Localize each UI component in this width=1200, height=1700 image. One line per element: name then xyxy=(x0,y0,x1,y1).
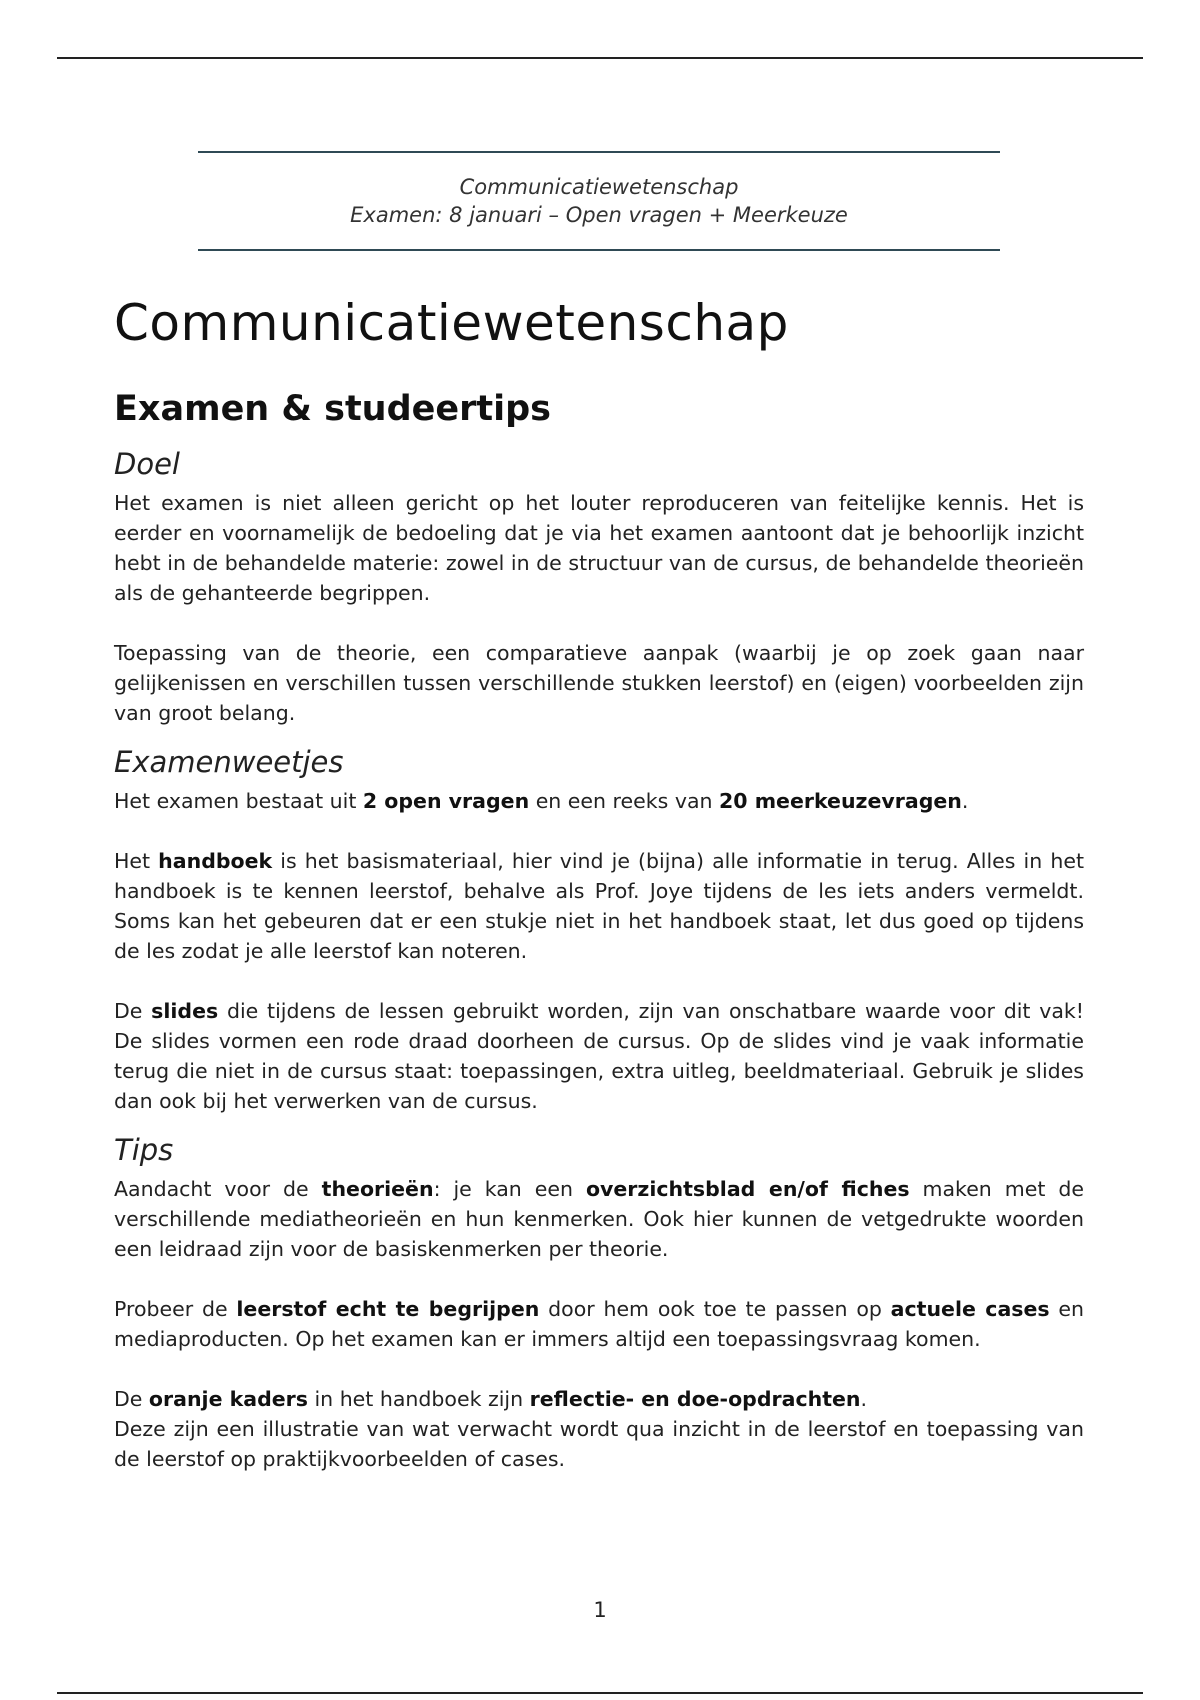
bold-text: 20 meerkeuzevragen xyxy=(719,789,962,813)
paragraph: Toepassing van de theorie, een comparatieve aanpak (waarbij je op zoek gaan naar gelijkenissen en verschillen tussen verschillende stukken leerstof) en (eigen) voorbeelden zijn van groot belang. xyxy=(114,641,1084,725)
paragraph: Aandacht voor de theorieën: je kan een overzichtsblad en/of fiches maken met de verschillende mediatheorieën en hun kenmerken. Ook hier kunnen de vetgedrukte woorden een leidraad zijn voor de basiskenmerken per theorie. xyxy=(114,1177,1084,1261)
top-rule xyxy=(57,57,1143,59)
paragraph: Deze zijn een illustratie van wat verwacht wordt qua inzicht in de leerstof en toepassing van de leerstof op praktijkvoorbeelden of cases. xyxy=(114,1417,1084,1471)
bold-text: theorieën xyxy=(321,1177,434,1201)
subheading-examenweetjes: Examenweetjes xyxy=(114,745,344,779)
paragraph: Het handboek is het basismateriaal, hier vind je (bijna) alle informatie in terug. Alles in het handboek is te kennen leerstof, behalve als Prof. Joye tijdens de les iets anders vermeldt. Soms kan het gebeuren dat er een stukje niet in het handboek staat, let dus goed op tijdens de les zodat je alle leerstof kan noteren. xyxy=(114,849,1084,963)
bold-text: slides xyxy=(151,999,219,1023)
header-course: Communicatiewetenschap xyxy=(459,175,739,199)
bold-text: 2 open vragen xyxy=(362,789,530,813)
bold-text: leerstof echt te begrijpen xyxy=(236,1297,540,1321)
paragraph: De oranje kaders in het handboek zijn reflectie- en doe-opdrachten. xyxy=(114,1387,868,1411)
subheading-doel: Doel xyxy=(114,447,180,481)
document-title: Communicatiewetenschap xyxy=(114,294,789,352)
running-header xyxy=(198,151,1000,251)
section-heading: Examen & studeertips xyxy=(114,389,552,429)
paragraph: Het examen is niet alleen gericht op het louter reproduceren van feitelijke kennis. Het is eerder en voornamelijk de bedoeling dat je via het examen aantoont dat je behoorlijk inzicht hebt in de behandelde materie: zowel in de structuur van de cursus, de behandelde theorieën als de gehanteerde begrippen. xyxy=(114,491,1084,605)
subheading-tips: Tips xyxy=(114,1133,174,1167)
bottom-rule xyxy=(57,1692,1143,1694)
header-exam-info: Examen: 8 januari – Open vragen + Meerkeuze xyxy=(350,203,848,227)
paragraph: De slides die tijdens de lessen gebruikt worden, zijn van onschatbare waarde voor dit vak! De slides vormen een rode draad doorheen de cursus. Op de slides vind je vaak informatie terug die niet in de cursus staat: toepassingen, extra uitleg, beeldmateriaal. Gebruik je slides dan ook bij het verwerken van de cursus. xyxy=(114,999,1084,1113)
document-body xyxy=(114,288,1084,1478)
bold-text: overzichtsblad en/of fiches xyxy=(585,1177,910,1201)
bold-text: handboek xyxy=(158,849,273,873)
bold-text: reflectie- en doe-opdrachten xyxy=(529,1387,861,1411)
paragraph: Probeer de leerstof echt te begrijpen door hem ook toe te passen op actuele cases en mediaproducten. Op het examen kan er immers altijd een toepassingsvraag komen. xyxy=(114,1297,1084,1351)
bold-text: actuele cases xyxy=(890,1297,1050,1321)
page-number: 1 xyxy=(593,1598,607,1622)
bold-text: oranje kaders xyxy=(148,1387,308,1411)
paragraph: Het examen bestaat uit 2 open vragen en een reeks van 20 meerkeuzevragen. xyxy=(114,789,969,813)
